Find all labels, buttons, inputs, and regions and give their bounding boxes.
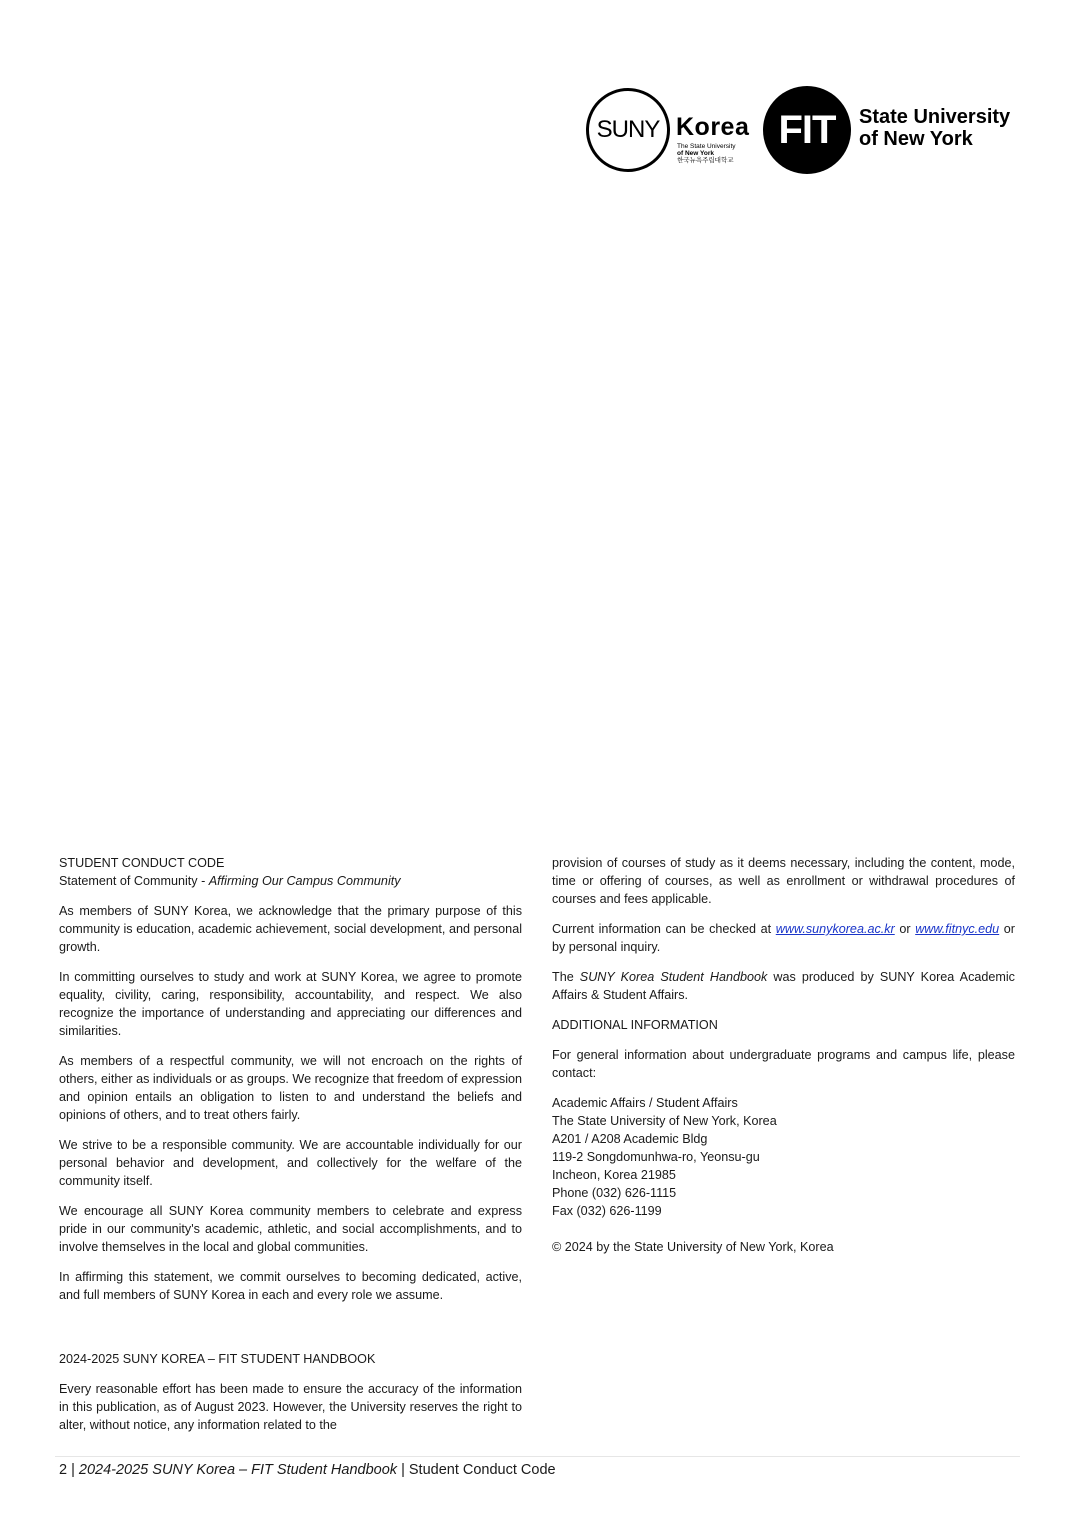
subheading-italic: Affirming Our Campus Community xyxy=(208,874,401,888)
page-number: 2 xyxy=(59,1462,68,1478)
paragraph: We strive to be a responsible community. We are accountable individually for our personal behavior and development, and collectively for the welfare of the community itself. xyxy=(59,1138,522,1188)
fit-logo-text: FIT xyxy=(778,107,836,152)
section-heading: STUDENT CONDUCT CODE xyxy=(59,856,225,870)
contact-line: Academic Affairs / Student Affairs xyxy=(552,1096,738,1110)
produced-paragraph xyxy=(552,968,1015,1004)
left-column xyxy=(59,854,522,1446)
current-info-paragraph xyxy=(552,920,1015,956)
korea-sub-line-3: 한국뉴욕주립대학교 xyxy=(677,157,734,164)
korea-logo-subtitle xyxy=(677,143,736,164)
footer-title: 2024-2025 SUNY Korea – FIT Student Handbook xyxy=(78,1462,398,1478)
korea-sub-line-2: of New York xyxy=(677,150,714,157)
paragraph: We encourage all SUNY Korea community members to celebrate and express pride in our community's academic, athletic, and social accomplishments, and to involve themselves in the local and global communities. xyxy=(59,1204,522,1254)
current-info-prefix: Current information can be checked at xyxy=(552,922,776,936)
suny-logo-text: SUNY xyxy=(596,116,660,143)
header-logos xyxy=(586,86,1026,176)
korea-sub-line-1: The State University xyxy=(677,143,736,150)
current-info-or: or xyxy=(894,922,916,936)
suny-logo-circle xyxy=(586,88,670,172)
current-info-suffix: or by personal inquiry. xyxy=(552,922,1016,954)
contact-line: Incheon, Korea 21985 xyxy=(552,1168,676,1182)
produced-italic: SUNY Korea Student Handbook xyxy=(579,970,768,984)
footer-separator: | xyxy=(397,1462,409,1478)
copyright: © 2024 by the State University of New York, Korea xyxy=(552,1240,834,1254)
section-subheading xyxy=(59,872,522,890)
contact-fax: Fax (032) 626-1199 xyxy=(552,1204,662,1218)
fitnyc-link[interactable]: www.fitnyc.edu xyxy=(915,922,1000,936)
contact-line: 119-2 Songdomunhwa-ro, Yeonsu-gu xyxy=(552,1150,760,1164)
paragraph: As members of SUNY Korea, we acknowledge that the primary purpose of this community is education, academic achievement, social development, and personal growth. xyxy=(59,904,522,954)
additional-info-heading: ADDITIONAL INFORMATION xyxy=(552,1018,718,1032)
paragraph: In affirming this statement, we commit ourselves to becoming dedicated, active, and full members of SUNY Korea in each and every role we assume. xyxy=(59,1270,522,1302)
produced-suffix: was produced by SUNY Korea Academic Affairs & Student Affairs. xyxy=(552,970,1015,1002)
continuation-paragraph: provision of courses of study as it deems necessary, including the content, mode, time or offering of courses, as well as enrollment or withdrawal procedures of courses and fees applicable. xyxy=(552,856,1015,906)
suny-wordmark-line-2: of New York xyxy=(859,128,973,150)
contact-phone: Phone (032) 626-1115 xyxy=(552,1186,677,1200)
footer-separator: | xyxy=(67,1462,79,1478)
general-info-paragraph: For general information about undergraduate programs and campus life, please contact: xyxy=(552,1048,1015,1080)
contact-line: The State University of New York, Korea xyxy=(552,1114,777,1128)
paragraph: In committing ourselves to study and work at SUNY Korea, we agree to promote equality, civility, caring, responsibility, accountability, and respect. We also recognize the importance of understanding and appreciating our differences and similarities. xyxy=(59,970,522,1038)
suny-wordmark xyxy=(859,106,1010,150)
produced-prefix: The xyxy=(552,970,580,984)
contact-line: A201 / A208 Academic Bldg xyxy=(552,1132,708,1146)
paragraph: As members of a respectful community, we will not encroach on the rights of others, either as individuals or as groups. We recognize that freedom of expression and opinion entails an obligation to listen to and understand the beliefs and opinions of others, and to treat others fairly. xyxy=(59,1054,522,1122)
footer-section: Student Conduct Code xyxy=(408,1462,556,1478)
subheading-prefix: Statement of Community - xyxy=(59,874,209,888)
korea-logo-word: Korea xyxy=(676,113,750,141)
right-column xyxy=(552,854,1015,1256)
fit-logo xyxy=(763,86,851,174)
contact-block xyxy=(552,1094,1015,1220)
suny-wordmark-line-1: State University xyxy=(859,106,1011,128)
sunykorea-link[interactable]: www.sunykorea.ac.kr xyxy=(775,922,895,936)
handbook-heading: 2024-2025 SUNY KOREA – FIT STUDENT HANDBOOK xyxy=(59,1352,376,1366)
page-footer xyxy=(59,1460,556,1480)
footer-divider xyxy=(55,1456,1020,1457)
handbook-paragraph: Every reasonable effort has been made to ensure the accuracy of the information in this publication, as of August 2023. However, the University reserves the right to alter, without notice, any information related to the xyxy=(59,1382,522,1432)
